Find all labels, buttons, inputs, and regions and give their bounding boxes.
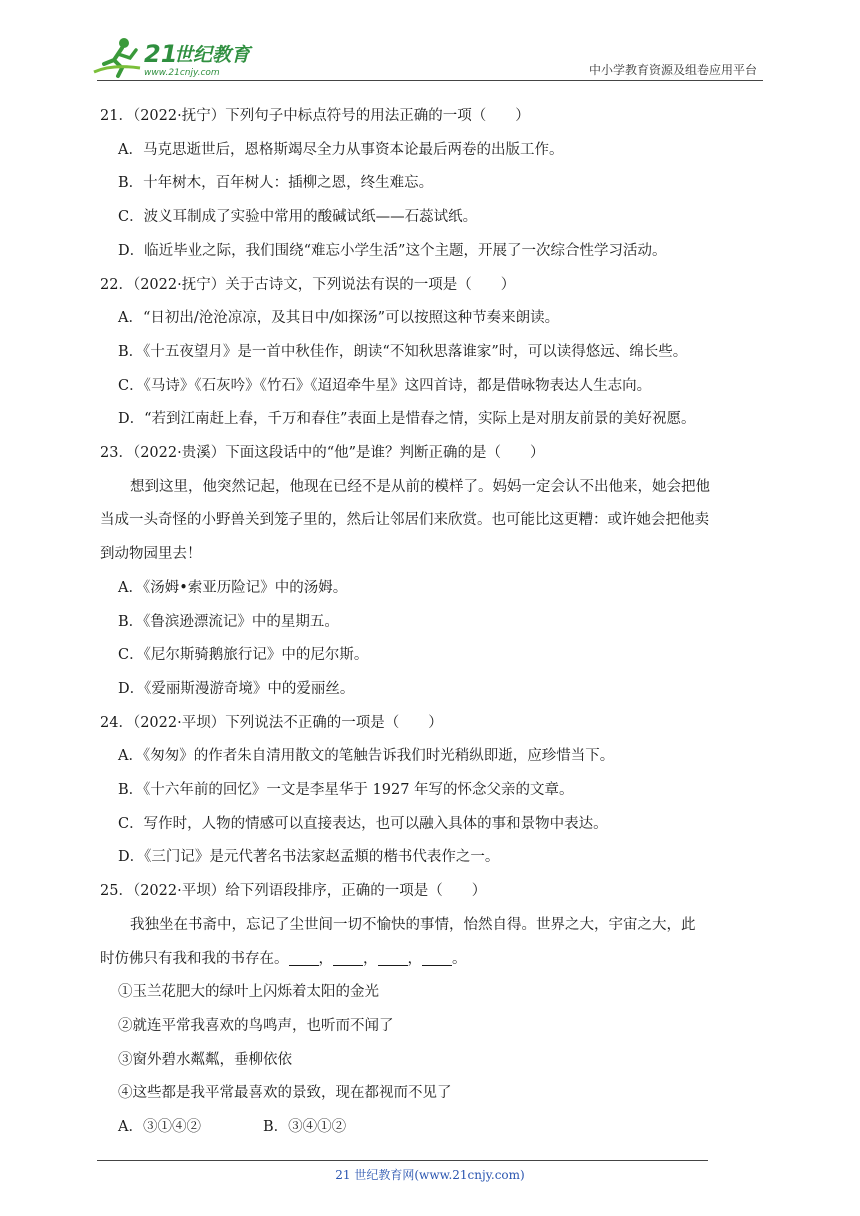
option-b: B．《十五夜望月》是一首中秋佳作，朗读“不知秋思落谁家”时，可以读得悠远、绵长些。 (118, 343, 688, 360)
option-a: A．《匆匆》的作者朱自清用散文的笔触告诉我们时光稍纵即逝，应珍惜当下。 (118, 748, 615, 765)
answer-blank (378, 949, 408, 966)
passage-text: 。 (452, 950, 467, 967)
answer-blank (422, 949, 452, 966)
question-list (100, 100, 768, 1145)
runner-logo-icon (92, 34, 262, 80)
option-c: C．写作时，人物的情感可以直接表达，也可以融入具体的事和景物中表达。 (118, 815, 608, 832)
option-c: C．波义耳制成了实验中常用的酸碱试纸——石蕊试纸。 (118, 209, 478, 226)
option-d: D．《爱丽斯漫游奇境》中的爱丽丝。 (118, 680, 355, 697)
platform-title: 中小学教育资源及组卷应用平台 (588, 63, 757, 77)
option-a: A．③①④② (118, 1119, 201, 1136)
sentence-1: ①玉兰花肥大的绿叶上闪烁着太阳的金光 (118, 984, 379, 1001)
site-logo (92, 34, 262, 80)
option-b: B．《十六年前的回忆》一文是李星华于 1927 年写的怀念父亲的文章。 (118, 782, 574, 799)
question-stem: 21．（2022·抚宁）下列句子中标点符号的用法正确的一项（ ） (100, 108, 530, 124)
option-c: C．《尼尔斯骑鹅旅行记》中的尼尔斯。 (118, 647, 369, 664)
passage-text: 时仿佛只有我和我的书存在。 (100, 950, 289, 967)
passage-line: 当成一头奇怪的小野兽关到笼子里的，然后让邻居们来欣赏。也可能比这更糟：或许她会把他卖 (100, 512, 709, 529)
sentence-3: ③窗外碧水粼粼，垂柳依依 (118, 1051, 292, 1068)
option-d: D．临近毕业之际，我们围绕“难忘小学生活”这个主题，开展了一次综合性学习活动。 (118, 242, 667, 259)
footer-link[interactable]: 21 世纪教育网(www.21cnjy.com) (335, 1168, 525, 1182)
passage-line-with-blanks: 时仿佛只有我和我的书存在。 ， ， ， 。 (100, 950, 467, 967)
question-stem: 23．（2022·贵溪）下面这段话中的“他”是谁？判断正确的是（ ） (100, 445, 545, 462)
option-c: C．《马诗》《石灰吟》《竹石》《迢迢牵牛星》这四首诗，都是借咏物表达人生志向。 (118, 377, 652, 394)
option-d: D．“若到江南赶上春，千万和春住”表面上是惜春之情，实际上是对朋友前景的美好祝愿。 (118, 411, 696, 428)
option-a: A．马克思逝世后，恩格斯竭尽全力从事资本论最后两卷的出版工作。 (118, 141, 564, 158)
option-b: B．《鲁滨逊漂流记》中的星期五。 (118, 613, 339, 630)
passage-line: 到动物园里去！ (100, 546, 202, 563)
question-stem: 24．（2022·平坝）下列说法不正确的一项是（ ） (100, 714, 443, 731)
page-header (0, 0, 860, 90)
option-b: B．③④①② (262, 1119, 347, 1136)
option-b: B．十年树木，百年树人：插柳之恩，终生难忘。 (118, 175, 434, 192)
footer-divider (97, 1160, 708, 1161)
option-d: D．《三门记》是元代著名书法家赵孟頫的楷书代表作之一。 (118, 849, 500, 866)
option-a: A．《汤姆•索亚历险记》中的汤姆。 (118, 579, 348, 596)
svg-text:21: 21 (144, 40, 178, 68)
question-stem: 25．（2022·平坝）给下列语段排序，正确的一项是（ ） (100, 883, 487, 900)
svg-text:www.21cnjy.com: www.21cnjy.com (144, 68, 220, 78)
option-a: A．“日初出/沧沧凉凉，及其日中/如探汤”可以按照这种节奏来朗读。 (118, 310, 560, 327)
passage-line: 想到这里，他突然记起，他现在已经不是从前的模样了。妈妈一定会认不出他来，她会把他 (130, 478, 710, 495)
header-divider (97, 80, 763, 81)
passage-line: 我独坐在书斋中，忘记了尘世间一切不愉快的事情，怡然自得。世界之大，宇宙之大，此 (130, 916, 696, 933)
answer-options-row (118, 1111, 768, 1145)
answer-blank (289, 949, 319, 966)
question-stem: 22．（2022·抚宁）关于古诗文，下列说法有误的一项是（ ） (100, 276, 516, 293)
svg-text:世纪教育: 世纪教育 (174, 44, 251, 66)
answer-blank (333, 949, 363, 966)
sentence-4: ④这些都是我平常最喜欢的景致，现在都视而不见了 (118, 1085, 452, 1102)
sentence-2: ②就连平常我喜欢的鸟鸣声，也听而不闻了 (118, 1017, 394, 1034)
